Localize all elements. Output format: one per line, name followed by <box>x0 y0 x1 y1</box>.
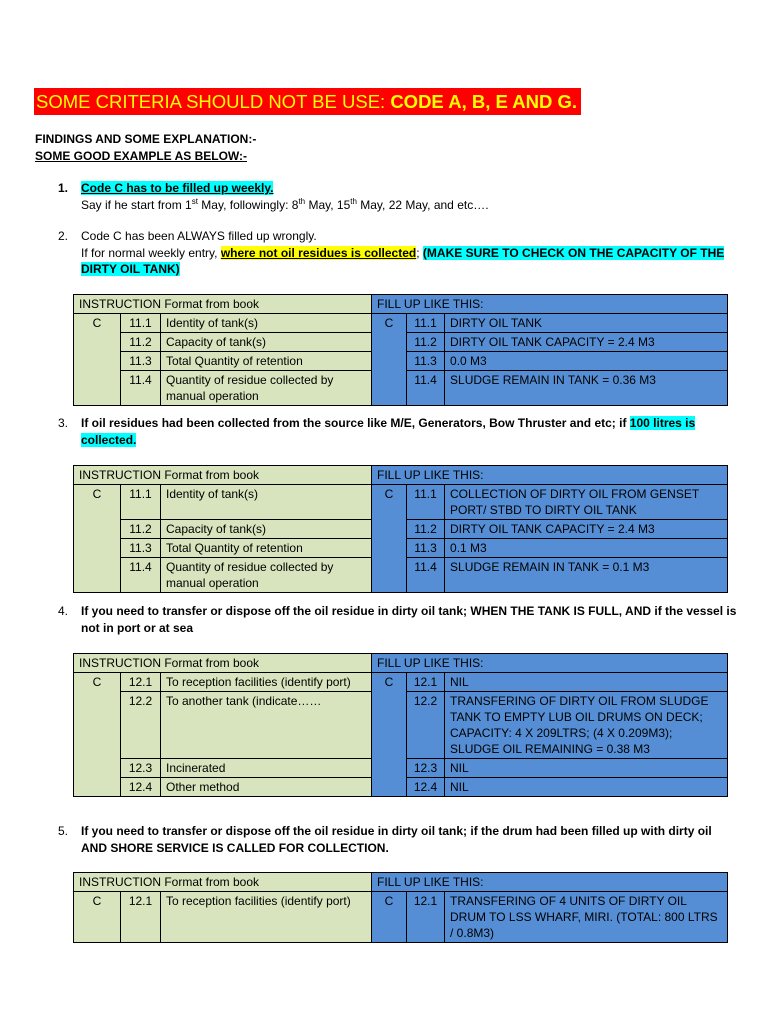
fill-number: 11.1 <box>407 485 445 520</box>
fill-value: DIRTY OIL TANK <box>445 314 728 333</box>
entry-description: To reception facilities (identify port) <box>161 673 372 692</box>
fill-number: 12.3 <box>407 759 445 778</box>
instruction-table-3 <box>73 653 728 797</box>
entry-number: 11.2 <box>121 520 161 539</box>
table-header-left: INSTRUCTION Format from book <box>74 466 372 485</box>
item-1-title: Code C has to be filled up weekly. <box>81 181 274 195</box>
fill-value: NIL <box>445 673 728 692</box>
fill-code-cell: C <box>372 485 407 593</box>
entry-description: Identity of tank(s) <box>161 314 372 333</box>
fill-value: COLLECTION OF DIRTY OIL FROM GENSET PORT/ STBD TO DIRTY OIL TANK <box>445 485 728 520</box>
fill-code-cell: C <box>372 314 407 406</box>
fill-code-cell: C <box>372 892 407 943</box>
table-header-row <box>74 466 728 485</box>
item-4 <box>58 603 738 636</box>
fill-number: 12.4 <box>407 778 445 797</box>
table-row <box>74 314 728 333</box>
fill-value: SLUDGE REMAIN IN TANK = 0.36 M3 <box>445 371 728 406</box>
item-1 <box>58 180 738 213</box>
item-2-line1: Code C has been ALWAYS filled up wrongly. <box>81 229 317 243</box>
fill-value: SLUDGE REMAIN IN TANK = 0.1 M3 <box>445 558 728 593</box>
code-cell: C <box>74 892 121 943</box>
fill-value: 0.0 M3 <box>445 352 728 371</box>
item-3-text: If oil residues had been collected from the source like M/E, Generators, Bow Thruster and etc; if <box>81 416 630 430</box>
fill-number: 12.1 <box>407 673 445 692</box>
table-header-left: INSTRUCTION Format from book <box>74 873 372 892</box>
fill-value: TRANSFERING OF DIRTY OIL FROM SLUDGE TANK TO EMPTY LUB OIL DRUMS ON DECK; CAPACITY: 4 X 209LTRS; (4 X 0.209M3); SLUDGE OIL REMAINING = 0.38 M3 <box>445 692 728 759</box>
table-header-right: FILL UP LIKE THIS: <box>372 654 728 673</box>
entry-description: Total Quantity of retention <box>161 539 372 558</box>
entry-number: 12.2 <box>121 692 161 759</box>
entry-number: 11.4 <box>121 371 161 406</box>
fill-value: DIRTY OIL TANK CAPACITY = 2.4 M3 <box>445 520 728 539</box>
fill-number: 12.1 <box>407 892 445 943</box>
table-header-right: FILL UP LIKE THIS: <box>372 295 728 314</box>
instruction-table-2 <box>73 465 728 593</box>
entry-number: 12.1 <box>121 892 161 943</box>
entry-description: Identity of tank(s) <box>161 485 372 520</box>
table-header-right: FILL UP LIKE THIS: <box>372 873 728 892</box>
entry-description: Capacity of tank(s) <box>161 333 372 352</box>
fill-code-cell: C <box>372 673 407 797</box>
entry-description: To reception facilities (identify port) <box>161 892 372 943</box>
table-header-row <box>74 295 728 314</box>
item-1-line2: Say if he start from 1st May, followingly: 8th May, 15th May, 22 May, and etc…. <box>81 196 489 212</box>
item-number: 2. <box>58 229 69 243</box>
entry-number: 11.1 <box>121 485 161 520</box>
fill-number: 11.2 <box>407 520 445 539</box>
entry-description: Quantity of residue collected by manual operation <box>161 558 372 593</box>
entry-number: 12.4 <box>121 778 161 797</box>
entry-number: 11.4 <box>121 558 161 593</box>
instruction-table-4 <box>73 872 728 943</box>
table-header-row <box>74 873 728 892</box>
entry-number: 12.1 <box>121 673 161 692</box>
fill-number: 11.3 <box>407 352 445 371</box>
item-2-pre: If for normal weekly entry, <box>81 245 221 260</box>
entry-description: To another tank (indicate…… <box>161 692 372 759</box>
fill-value: NIL <box>445 759 728 778</box>
table-header-row <box>74 654 728 673</box>
fill-number: 11.4 <box>407 371 445 406</box>
entry-number: 11.3 <box>121 352 161 371</box>
fill-number: 11.4 <box>407 558 445 593</box>
findings-heading: FINDINGS AND SOME EXPLANATION:- <box>35 132 257 146</box>
banner-text: SOME CRITERIA SHOULD NOT BE USE: <box>36 91 391 112</box>
entry-number: 11.3 <box>121 539 161 558</box>
entry-number: 11.2 <box>121 333 161 352</box>
fill-value: NIL <box>445 778 728 797</box>
entry-description: Incinerated <box>161 759 372 778</box>
fill-number: 11.1 <box>407 314 445 333</box>
item-2-yellow: where not oil residues is collected <box>220 245 417 260</box>
entry-number: 11.1 <box>121 314 161 333</box>
table-header-left: INSTRUCTION Format from book <box>74 295 372 314</box>
code-cell: C <box>74 673 121 797</box>
item-5-text: If you need to transfer or dispose off the oil residue in dirty oil tank; if the drum had been filled up with dirty oil AND SHORE SERVICE IS CALLED FOR COLLECTION. <box>81 824 712 855</box>
item-number: 3. <box>58 416 69 430</box>
item-2-semicolon: ; <box>416 245 423 260</box>
entry-description: Total Quantity of retention <box>161 352 372 371</box>
fill-value: 0.1 M3 <box>445 539 728 558</box>
entry-number: 12.3 <box>121 759 161 778</box>
code-cell: C <box>74 314 121 406</box>
table-header-left: INSTRUCTION Format from book <box>74 654 372 673</box>
instruction-table-1 <box>73 294 728 406</box>
item-number: 4. <box>58 604 69 618</box>
item-2-cyan: (MAKE SURE TO CHECK ON THE CAPACITY OF THE DIRTY OIL TANK) <box>81 245 725 276</box>
entry-description: Quantity of residue collected by manual operation <box>161 371 372 406</box>
banner-codes: CODE A, B, E AND G. <box>390 91 578 112</box>
code-cell: C <box>74 485 121 593</box>
fill-number: 12.2 <box>407 692 445 759</box>
table-row <box>74 892 728 943</box>
item-3-cyan: 100 litres is collected. <box>81 416 696 447</box>
examples-heading: SOME GOOD EXAMPLE AS BELOW:- <box>35 149 248 163</box>
item-number: 1. <box>58 181 69 195</box>
item-2 <box>58 228 738 278</box>
item-number: 5. <box>58 824 69 838</box>
entry-description: Capacity of tank(s) <box>161 520 372 539</box>
table-header-right: FILL UP LIKE THIS: <box>372 466 728 485</box>
item-4-text: If you need to transfer or dispose off the oil residue in dirty oil tank; WHEN THE TANK IS FULL, AND if the vessel is not in port or at sea <box>81 604 737 635</box>
table-row <box>74 485 728 520</box>
criteria-banner <box>34 88 581 115</box>
fill-number: 11.3 <box>407 539 445 558</box>
fill-value: TRANSFERING OF 4 UNITS OF DIRTY OIL DRUM TO LSS WHARF, MIRI. (TOTAL: 800 LTRS / 0.8M3) <box>445 892 728 943</box>
fill-value: DIRTY OIL TANK CAPACITY = 2.4 M3 <box>445 333 728 352</box>
item-3 <box>58 415 738 448</box>
item-5 <box>58 823 738 856</box>
entry-description: Other method <box>161 778 372 797</box>
fill-number: 11.2 <box>407 333 445 352</box>
table-row <box>74 673 728 692</box>
